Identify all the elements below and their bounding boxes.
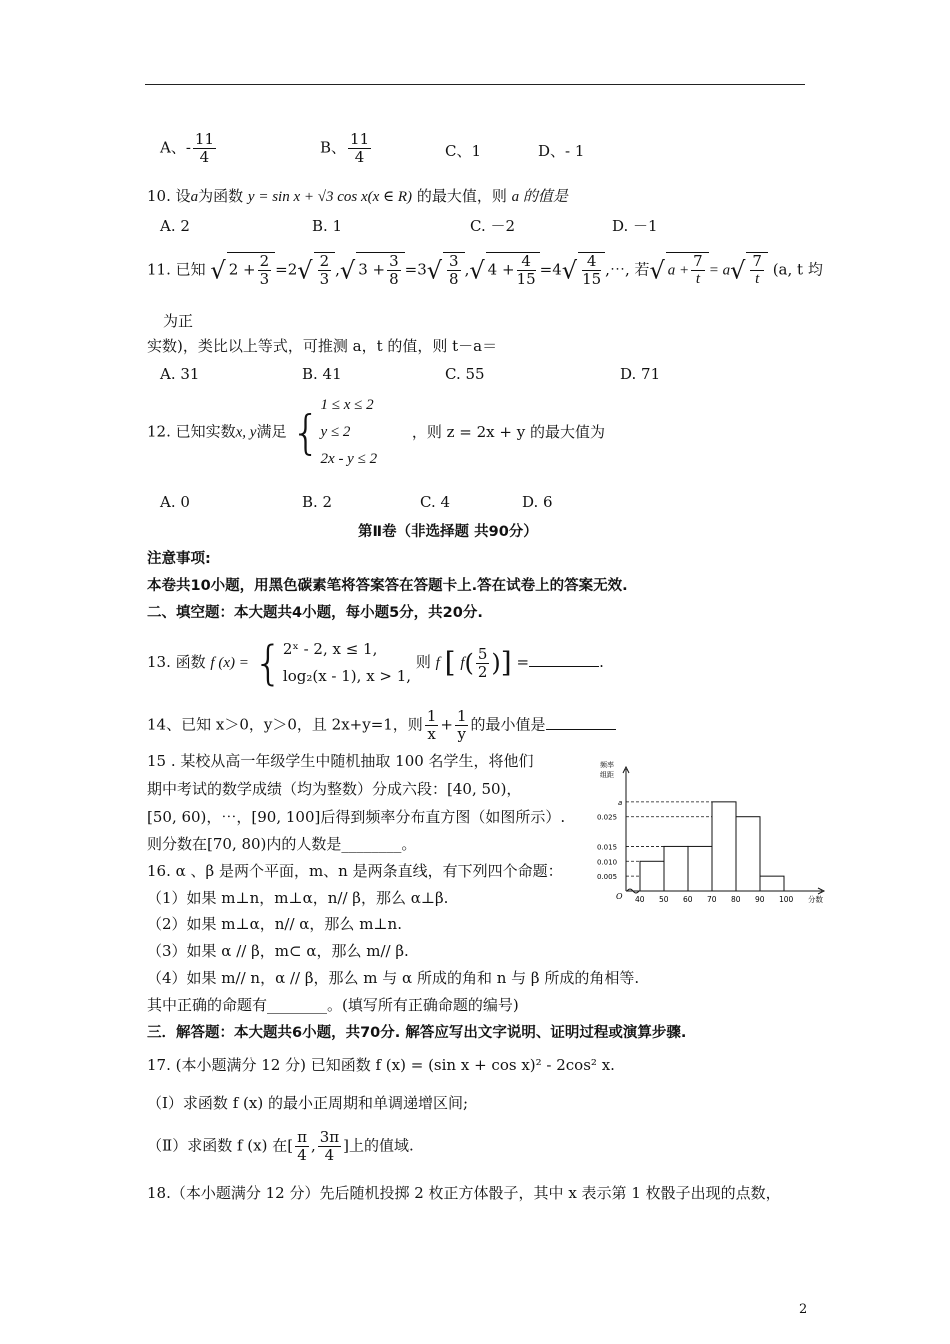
q13-dot: . bbox=[599, 653, 604, 671]
q11-option-c: C. 55 bbox=[445, 365, 485, 383]
q10-option-c: C. －2 bbox=[470, 217, 516, 235]
q11-number: 11. 已知 bbox=[147, 260, 206, 279]
y-tick-label: 0.015 bbox=[597, 843, 618, 852]
q10-option-d: D. －1 bbox=[612, 217, 658, 235]
q14-text2: 的最小值是 bbox=[470, 715, 546, 734]
case: 2ˣ - 2, x ≤ 1, bbox=[282, 640, 378, 658]
q10-var: a bbox=[190, 189, 199, 205]
q12-system bbox=[321, 392, 378, 473]
q15-line: [50, 60)，⋯，[90, 100]后得到频率分布直方图（如图所示）. bbox=[147, 808, 566, 826]
answer-section-heading: 三．解答题：本大题共6小题，共70分. 解答应写出文字说明、证明过程或演算步骤. bbox=[147, 1025, 687, 1041]
q11-line3: 实数)，类比以上等式，可推测 a，t 的值，则 t－a＝ bbox=[147, 337, 498, 355]
denominator: 3 bbox=[319, 270, 330, 288]
q17-text: （Ⅱ）求函数 f (x) 在[ bbox=[147, 1136, 294, 1155]
q11-eq: =2 bbox=[275, 260, 298, 279]
y-tick-label: 0.005 bbox=[597, 873, 618, 882]
y-tick-label: 0.010 bbox=[597, 858, 618, 867]
q10-function: y = sin x + √3 cos x(x ∈ R) bbox=[247, 189, 413, 205]
numerator: 3 bbox=[449, 252, 459, 270]
numerator: 11 bbox=[194, 130, 214, 148]
numerator: 3π bbox=[319, 1128, 340, 1146]
q12-stem: 12. 已知实数x, y满足 { 1 ≤ x ≤ 2 y ≤ 2 2x - y ≤ 2 ，则 z = 2x + y 的最大值为 bbox=[147, 392, 605, 473]
constraint: 1 ≤ x ≤ 2 bbox=[320, 397, 374, 413]
q12-option-b: B. 2 bbox=[302, 493, 333, 511]
y-label-bottom: 组距 bbox=[600, 771, 614, 779]
numerator: 4 bbox=[582, 253, 601, 271]
q14-plus: + bbox=[440, 715, 453, 734]
q10-number: 10. 设 bbox=[147, 187, 191, 205]
denominator: t bbox=[755, 271, 760, 287]
q9-b-fraction bbox=[348, 131, 371, 166]
q11-line2: 为正 bbox=[163, 312, 194, 330]
q9-b-label: B、 bbox=[320, 138, 347, 157]
q16-line: （3）如果 α // β，m⊂ α，那么 m// β. bbox=[147, 942, 409, 960]
numerator: 2 bbox=[319, 252, 330, 270]
case: log₂(x - 1), x > 1, bbox=[282, 667, 412, 685]
histogram-bar bbox=[640, 861, 664, 891]
x-tick-label: 50 bbox=[659, 895, 669, 904]
numerator: 1 bbox=[456, 707, 467, 725]
q13-func: f (x) = bbox=[210, 655, 249, 671]
q11-eq: = a bbox=[708, 262, 731, 279]
answer-blank[interactable] bbox=[546, 715, 616, 730]
histogram-bar bbox=[736, 817, 760, 891]
q14-text: 14、已知 x＞0，y＞0，且 2x+y=1，则 bbox=[147, 715, 423, 734]
q17-part2 bbox=[147, 1129, 414, 1164]
q13-then: 则 bbox=[415, 653, 431, 671]
numerator: 7 bbox=[752, 252, 762, 270]
constraint: y ≤ 2 bbox=[320, 424, 351, 440]
q9-option-c: C、1 bbox=[445, 142, 482, 160]
q16-line: 其中正确的命题有________。(填写所有正确命题的编号) bbox=[147, 996, 519, 1014]
q9-option-a bbox=[160, 131, 218, 166]
origin-label: O bbox=[616, 892, 623, 901]
q13-number: 13. 函数 bbox=[147, 653, 206, 671]
numerator: 3 bbox=[389, 252, 399, 270]
q9-a-fraction bbox=[193, 131, 216, 166]
x-axis-label: 分数 bbox=[808, 895, 823, 904]
q11-term: a + bbox=[667, 262, 690, 279]
q10-text2: 的最大值，则 bbox=[416, 187, 507, 205]
q11-eq: =3 bbox=[404, 260, 427, 279]
numerator: 11 bbox=[350, 130, 370, 148]
histogram-bar bbox=[664, 846, 688, 891]
notice-heading: 注意事项: bbox=[147, 551, 211, 567]
histogram-bar bbox=[712, 802, 736, 891]
q11-condition: (a, t 均 bbox=[772, 260, 823, 279]
denominator: 8 bbox=[389, 270, 399, 288]
denominator: 3 bbox=[259, 270, 270, 288]
q10-option-a: A. 2 bbox=[160, 217, 190, 235]
q18-stem: 18.（本小题满分 12 分）先后随机投掷 2 枚正方体骰子，其中 x 表示第 1 枚骰子出现的点数， bbox=[147, 1184, 781, 1202]
q15-line: 则分数在[70, 80)内的人数是________。 bbox=[147, 835, 417, 853]
histogram-bar bbox=[688, 846, 712, 891]
q10-option-b: B. 1 bbox=[312, 217, 343, 235]
fill-section-heading: 二、填空题：本大题共4小题，每小题5分，共20分. bbox=[147, 605, 483, 621]
notice-body: 本卷共10小题，用黑色碳素笔将答案答在答题卡上.答在试卷上的答案无效. bbox=[147, 578, 628, 594]
q14-stem bbox=[147, 708, 616, 743]
q11-stem: 11. 已知 √ 2 + $\frac{2}{3}$ =2√ $\frac{2}{3}$ ,√ 3 + $\frac{3}{8}$ =3√ $\frac{3}{8}$ ,√ 4 + $\frac{4}{15}$ =4√ $\frac{4}{15}$ ,⋯, 若√ a + $\frac{7}{t}$ = a√ $\frac{7}{t}$ (a, t 均 bbox=[147, 252, 823, 288]
q16-line: 16. α 、β 是两个平面，m、n 是两条直线，有下列四个命题： bbox=[147, 862, 563, 880]
q10-text3: a 的值是 bbox=[511, 189, 568, 205]
denominator: 4 bbox=[297, 1146, 307, 1164]
x-tick-label: 60 bbox=[683, 895, 693, 904]
q9-option-b bbox=[320, 131, 373, 166]
page-number: 2 bbox=[799, 1302, 808, 1317]
q12-tail: ，则 z = 2x + y 的最大值为 bbox=[411, 422, 605, 441]
y-label-top: 频率 bbox=[600, 761, 614, 769]
q12-option-c: C. 4 bbox=[420, 493, 451, 511]
numerator: 2 bbox=[259, 252, 270, 270]
frequency-histogram bbox=[596, 759, 830, 911]
q13-stem: 13. 函数 f (x) = { 2ˣ - 2, x ≤ 1, log₂(x - 1), x > 1, 则 f [ f( $\frac{5}{2}$ )] = . bbox=[147, 636, 604, 690]
q12-option-a: A. 0 bbox=[160, 493, 190, 511]
x-tick-label: 90 bbox=[755, 895, 765, 904]
y-tick-label: 0.025 bbox=[597, 813, 618, 822]
q15-line: 期中考试的数学成绩（均为整数）分成六段：[40, 50)， bbox=[147, 780, 522, 798]
denominator: 15 bbox=[516, 270, 536, 288]
q11-term: 4 + bbox=[487, 260, 515, 279]
q17-text2: ]上的值域. bbox=[343, 1136, 414, 1155]
answer-blank[interactable] bbox=[529, 652, 599, 667]
q16-line: （1）如果 m⊥n，m⊥α，n// β，那么 α⊥β. bbox=[147, 889, 449, 907]
x-tick-label: 100 bbox=[779, 895, 794, 904]
numerator: π bbox=[297, 1128, 307, 1146]
q13-eq: = bbox=[516, 653, 530, 671]
q13-cases bbox=[283, 636, 411, 690]
denominator: x bbox=[427, 725, 436, 743]
constraint: 2x - y ≤ 2 bbox=[320, 451, 378, 467]
denominator: 4 bbox=[324, 1146, 335, 1164]
denominator: 8 bbox=[449, 270, 459, 288]
q10-text: 为函数 bbox=[198, 187, 244, 205]
q9-option-d: D、- 1 bbox=[538, 142, 585, 160]
histogram-bar bbox=[760, 876, 784, 891]
x-tick-label: 40 bbox=[635, 895, 645, 904]
q12-number: 12. 已知实数 bbox=[147, 422, 236, 441]
numerator: 7 bbox=[693, 252, 703, 270]
q11-term: 2 + bbox=[228, 260, 256, 279]
q12-vars: x, y bbox=[235, 424, 257, 441]
y-tick-label: a bbox=[618, 798, 623, 807]
q16-line: （4）如果 m// n，α // β，那么 m 与 α 所成的角和 n 与 β 所成的角相等. bbox=[147, 969, 640, 987]
q17-part1: （Ⅰ）求函数 f (x) 的最小正周期和单调递增区间; bbox=[147, 1094, 469, 1112]
section-title: 第Ⅱ卷（非选择题 共90分） bbox=[358, 524, 538, 540]
header-rule bbox=[145, 84, 805, 85]
x-tick-label: 70 bbox=[707, 895, 717, 904]
q16-line: （2）如果 m⊥α，n// α，那么 m⊥n. bbox=[147, 915, 402, 933]
q13-f: f bbox=[460, 655, 465, 671]
denominator: y bbox=[457, 725, 466, 743]
q17-stem: 17. (本小题满分 12 分) 已知函数 f (x) = (sin x + cos x)² - 2cos² x. bbox=[147, 1056, 615, 1074]
q9-a-label: A、- bbox=[160, 138, 191, 157]
q12-mid: 满足 bbox=[256, 422, 287, 441]
denominator: t bbox=[695, 271, 701, 287]
numerator: 4 bbox=[517, 253, 536, 271]
q11-eq: =4 bbox=[539, 260, 562, 279]
denominator: 4 bbox=[199, 148, 210, 166]
q13-f: f bbox=[435, 655, 440, 671]
q10-stem bbox=[147, 186, 568, 207]
numerator: 1 bbox=[426, 707, 437, 725]
denominator: 2 bbox=[477, 662, 488, 681]
q11-term: 3 + bbox=[358, 260, 386, 279]
q12-option-d: D. 6 bbox=[522, 493, 553, 511]
q11-option-a: A. 31 bbox=[160, 365, 200, 383]
denominator: 4 bbox=[354, 148, 365, 166]
x-tick-label: 80 bbox=[731, 895, 741, 904]
q17-comma: , bbox=[310, 1136, 316, 1155]
q11-option-d: D. 71 bbox=[620, 365, 661, 383]
denominator: 15 bbox=[582, 270, 602, 288]
q11-option-b: B. 41 bbox=[302, 365, 342, 383]
q11-tail: ,⋯, 若 bbox=[605, 260, 650, 279]
q15-line: 15 . 某校从高一年级学生中随机抽取 100 名学生，将他们 bbox=[147, 752, 534, 770]
numerator: 5 bbox=[477, 644, 488, 663]
